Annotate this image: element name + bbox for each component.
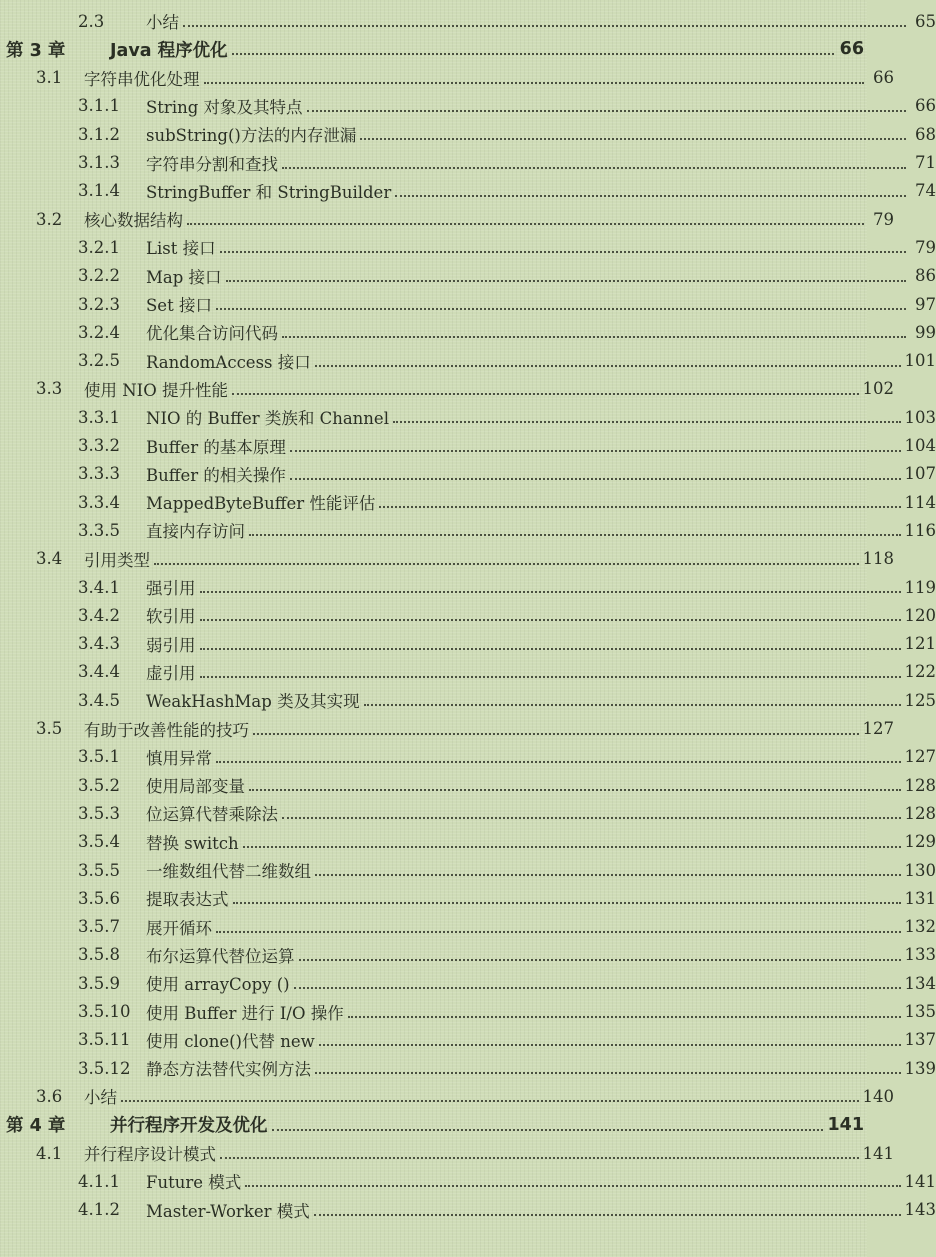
toc-entry-title: Map 接口 xyxy=(146,267,222,287)
toc-entry-number: 3.2.2 xyxy=(78,266,120,286)
toc-entry-title: 并行程序开发及优化 xyxy=(110,1116,268,1137)
toc-entry xyxy=(0,348,936,374)
toc-entry xyxy=(0,1197,936,1223)
toc-entry xyxy=(0,829,936,855)
toc-entry-page: 131 xyxy=(904,888,936,908)
toc-entry xyxy=(0,1027,936,1053)
toc-entry-number: 3.4.5 xyxy=(78,690,120,710)
toc-entry xyxy=(0,744,936,770)
toc-entry xyxy=(0,546,894,572)
toc-entry-page: 79 xyxy=(915,237,936,257)
toc-entry-number: 4.1.2 xyxy=(78,1200,120,1220)
dot-leader xyxy=(232,393,859,395)
toc-entry-title: Future 模式 xyxy=(146,1173,242,1193)
toc-entry xyxy=(0,857,936,883)
toc-entry-page: 143 xyxy=(904,1200,936,1220)
toc-entry-title: NIO 的 Buffer 类族和 Channel xyxy=(146,409,389,429)
dot-leader xyxy=(200,619,901,621)
toc-entry-page: 122 xyxy=(904,662,936,682)
toc-entry-page: 141 xyxy=(827,1114,864,1135)
toc-entry-page: 104 xyxy=(904,436,936,455)
toc-entry-number: 3.3.4 xyxy=(78,492,120,512)
toc-entry-page: 137 xyxy=(904,1030,936,1050)
toc-entry-page: 79 xyxy=(873,209,894,229)
toc-entry xyxy=(0,687,936,713)
toc-entry-title: 静态方法替代实例方法 xyxy=(146,1060,311,1080)
toc-entry-page: 127 xyxy=(862,719,894,738)
toc-entry-page: 118 xyxy=(862,549,894,569)
dot-leader xyxy=(253,733,859,735)
toc-entry-title: 字符串分割和查找 xyxy=(146,154,278,174)
toc-entry-number: 3.3.3 xyxy=(78,464,120,484)
toc-entry xyxy=(0,1168,936,1194)
toc-entry-number: 3.5.12 xyxy=(78,1058,131,1078)
dot-leader xyxy=(220,251,906,253)
toc-entry-title: 提取表达式 xyxy=(146,890,229,910)
dot-leader xyxy=(154,563,859,565)
toc-entry xyxy=(0,1140,894,1166)
toc-entry xyxy=(0,800,936,826)
dot-leader xyxy=(319,1044,901,1046)
toc-entry-title: RandomAccess 接口 xyxy=(146,352,311,372)
toc-entry-title: 虚引用 xyxy=(146,663,196,683)
toc-entry-number: 3.1.4 xyxy=(78,181,120,201)
toc-entry-number: 3.3.2 xyxy=(78,436,120,455)
toc-entry-page: 65 xyxy=(915,11,936,31)
dot-leader xyxy=(216,761,901,763)
toc-entry-title: Java 程序优化 xyxy=(110,40,228,61)
toc-entry-title: 位运算代替乘除法 xyxy=(146,805,278,825)
toc-entry-number: 4.1 xyxy=(36,1143,63,1163)
toc-entry xyxy=(0,659,936,685)
toc-entry-number: 3.3.1 xyxy=(78,407,120,427)
toc-entry-number: 3.2 xyxy=(36,209,63,229)
toc-entry-page: 135 xyxy=(904,1002,936,1021)
toc-entry-number: 3.5.4 xyxy=(78,832,120,852)
dot-leader xyxy=(249,534,901,536)
toc-entry-number: 3.5.1 xyxy=(78,747,120,767)
dot-leader xyxy=(245,1185,900,1187)
toc-entry-title: 使用 NIO 提升性能 xyxy=(84,380,228,400)
toc-entry-number: 3.5.7 xyxy=(78,917,120,937)
dot-leader xyxy=(200,591,901,593)
toc-entry xyxy=(0,291,936,317)
toc-entry-title: 有助于改善性能的技巧 xyxy=(84,720,249,740)
toc-entry-page: 130 xyxy=(904,860,936,880)
toc-entry-number: 3.2.1 xyxy=(78,237,120,257)
toc-entry-title: 替换 switch xyxy=(146,833,239,853)
toc-chapter-entry xyxy=(0,36,864,62)
toc-entry-number: 3.4.4 xyxy=(78,662,120,682)
toc-entry-title: 一维数组代替二维数组 xyxy=(146,862,311,881)
toc-entry-number: 3.1.1 xyxy=(78,96,120,116)
toc-entry-title: MappedByteBuffer 性能评估 xyxy=(146,494,376,514)
toc-entry-page: 125 xyxy=(904,690,936,710)
toc-entry-page: 107 xyxy=(904,464,936,484)
toc-entry-page: 127 xyxy=(904,747,936,767)
dot-leader xyxy=(379,506,900,508)
toc-entry-title: 软引用 xyxy=(146,607,196,627)
toc-entry-number: 3.6 xyxy=(36,1086,63,1106)
toc-entry-title: 强引用 xyxy=(146,579,196,598)
toc-entry xyxy=(0,1083,894,1109)
toc-entry xyxy=(0,404,936,430)
toc-entry-title: 弱引用 xyxy=(146,635,196,655)
toc-entry-page: 74 xyxy=(915,181,936,201)
toc-entry-page: 128 xyxy=(904,775,936,795)
toc-entry-page: 141 xyxy=(904,1171,936,1191)
toc-entry-number: 3.5.5 xyxy=(78,860,120,880)
toc-entry-title: Master-Worker 模式 xyxy=(146,1201,310,1221)
toc-entry xyxy=(0,65,894,91)
toc-entry-page: 129 xyxy=(904,832,936,852)
toc-entry-page: 86 xyxy=(915,266,936,286)
toc-entry-number: 3.1.3 xyxy=(78,153,120,172)
toc-entry-title: StringBuffer 和 StringBuilder xyxy=(146,182,392,202)
toc-entry-number: 第 4 章 xyxy=(6,1116,66,1137)
toc-entry-title: 布尔运算代替位运算 xyxy=(146,946,295,966)
toc-entry xyxy=(0,631,936,657)
dot-leader xyxy=(183,25,906,27)
dot-leader xyxy=(315,1072,901,1074)
toc-entry xyxy=(0,234,936,260)
toc-entry-title: 使用局部变量 xyxy=(146,777,245,797)
toc-entry-page: 66 xyxy=(839,39,864,60)
toc-entry-page: 132 xyxy=(904,917,936,937)
toc-entry-title: 直接内存访问 xyxy=(146,522,245,542)
toc-entry-title: Buffer 的相关操作 xyxy=(146,465,286,485)
toc-entry xyxy=(0,263,936,289)
toc-entry-title: WeakHashMap 类及其实现 xyxy=(146,692,360,712)
toc-entry-number: 3.1.2 xyxy=(78,124,120,144)
toc-entry-title: Buffer 的基本原理 xyxy=(146,437,286,457)
toc-entry xyxy=(0,319,936,345)
toc-entry-number: 3.5.8 xyxy=(78,945,120,965)
toc-entry-number: 第 3 章 xyxy=(6,40,66,61)
toc-entry xyxy=(0,716,894,742)
dot-leader xyxy=(243,846,901,848)
toc-entry xyxy=(0,489,936,515)
toc-entry-page: 140 xyxy=(862,1086,894,1106)
dot-leader xyxy=(364,704,901,706)
toc-entry-page: 141 xyxy=(862,1143,894,1163)
toc-entry xyxy=(0,376,894,402)
toc-entry-title: 引用类型 xyxy=(84,550,150,570)
toc-entry xyxy=(0,517,936,543)
dot-leader xyxy=(204,82,865,84)
toc-entry-page: 99 xyxy=(915,322,936,342)
toc-entry-page: 103 xyxy=(904,407,936,427)
toc-entry xyxy=(0,461,936,487)
toc-entry xyxy=(0,914,936,940)
toc-entry xyxy=(0,772,936,798)
toc-entry-number: 3.4.1 xyxy=(78,577,120,597)
toc-entry xyxy=(0,970,936,996)
toc-entry-number: 4.1.1 xyxy=(78,1171,120,1191)
toc-entry xyxy=(0,433,936,459)
toc-entry-number: 2.3 xyxy=(78,11,105,31)
dot-leader xyxy=(393,421,901,423)
dot-leader xyxy=(314,1214,901,1216)
toc-entry-title: 小结 xyxy=(146,13,179,32)
dot-leader xyxy=(315,365,901,367)
toc-entry-page: 116 xyxy=(904,520,936,540)
dot-leader xyxy=(307,110,906,112)
dot-leader xyxy=(290,478,901,480)
dot-leader xyxy=(220,1157,859,1159)
toc-entry-page: 128 xyxy=(904,803,936,823)
toc-entry-title: 并行程序设计模式 xyxy=(84,1145,216,1164)
toc-entry-number: 3.2.5 xyxy=(78,351,120,371)
toc-chapter-entry xyxy=(0,1112,864,1138)
toc-entry xyxy=(0,1055,936,1081)
toc-entry-number: 3.5 xyxy=(36,719,63,738)
toc-entry-title: 使用 Buffer 进行 I/O 操作 xyxy=(146,1003,344,1023)
toc-entry-number: 3.2.3 xyxy=(78,294,120,314)
toc-entry-title: 优化集合访问代码 xyxy=(146,324,278,344)
dot-leader xyxy=(360,138,906,140)
toc-entry xyxy=(0,206,894,232)
dot-leader xyxy=(200,676,901,678)
dot-leader xyxy=(226,280,906,282)
toc-entry-page: 119 xyxy=(904,577,936,597)
toc-entry-title: String 对象及其特点 xyxy=(146,97,303,117)
dot-leader xyxy=(348,1016,901,1018)
toc-entry-number: 3.5.6 xyxy=(78,888,120,908)
toc-entry-number: 3.4.2 xyxy=(78,605,120,625)
dot-leader xyxy=(282,817,901,819)
dot-leader xyxy=(232,53,834,55)
toc-entry-number: 3.5.10 xyxy=(78,1002,131,1021)
dot-leader xyxy=(200,648,901,650)
toc-entry-page: 71 xyxy=(915,153,936,172)
toc-entry-page: 66 xyxy=(873,68,894,88)
toc-entry xyxy=(0,150,936,176)
dot-leader xyxy=(272,1129,824,1131)
toc-entry-page: 97 xyxy=(915,294,936,314)
dot-leader xyxy=(282,336,906,338)
toc-entry xyxy=(0,574,936,600)
toc-entry-page: 120 xyxy=(904,605,936,625)
toc-entry xyxy=(0,999,936,1025)
dot-leader xyxy=(249,789,901,791)
toc-entry-title: 使用 arrayCopy () xyxy=(146,975,290,995)
toc-entry-number: 3.4.3 xyxy=(78,634,120,654)
toc-entry-number: 3.3.5 xyxy=(78,520,120,540)
toc-entry-title: 使用 clone()代替 new xyxy=(146,1031,315,1051)
toc-entry xyxy=(0,121,936,147)
toc-entry-page: 139 xyxy=(904,1058,936,1078)
toc-entry-title: 小结 xyxy=(84,1088,117,1108)
toc-entry-page: 114 xyxy=(904,492,936,512)
dot-leader xyxy=(299,959,901,961)
dot-leader xyxy=(233,902,901,904)
toc-entry xyxy=(0,942,936,968)
toc-entry-page: 102 xyxy=(862,379,894,399)
toc-entry-page: 66 xyxy=(915,96,936,116)
toc-entry-number: 3.5.9 xyxy=(78,973,120,993)
dot-leader xyxy=(294,987,901,989)
toc-entry-title: 核心数据结构 xyxy=(84,211,183,231)
toc-entry xyxy=(0,93,936,119)
toc-entry-page: 101 xyxy=(904,351,936,371)
toc-entry-page: 68 xyxy=(915,124,936,144)
dot-leader xyxy=(282,167,906,169)
toc-entry-number: 3.3 xyxy=(36,379,63,399)
toc-entry-title: 字符串优化处理 xyxy=(84,69,200,89)
toc-entry xyxy=(0,602,936,628)
dot-leader xyxy=(187,223,864,225)
dot-leader xyxy=(216,931,901,933)
toc-entry-number: 3.4 xyxy=(36,549,63,569)
toc-entry xyxy=(0,178,936,204)
toc-entry-title: List 接口 xyxy=(146,239,216,259)
dot-leader xyxy=(315,874,901,876)
dot-leader xyxy=(290,450,901,452)
toc-entry-title: Set 接口 xyxy=(146,296,212,315)
toc-entry-title: 展开循环 xyxy=(146,918,212,938)
toc-entry-number: 3.2.4 xyxy=(78,322,120,342)
toc-entry-page: 133 xyxy=(904,945,936,965)
toc-entry-number: 3.5.2 xyxy=(78,775,120,795)
toc-entry-number: 3.1 xyxy=(36,68,63,88)
toc-entry-title: subString()方法的内存泄漏 xyxy=(146,126,357,146)
toc-entry-number: 3.5.3 xyxy=(78,803,120,823)
toc-entry-number: 3.5.11 xyxy=(78,1030,131,1050)
toc-entry xyxy=(0,885,936,911)
toc-entry xyxy=(0,8,936,34)
toc-entry-title: 慎用异常 xyxy=(146,748,212,768)
dot-leader xyxy=(395,195,906,197)
dot-leader xyxy=(121,1100,859,1102)
dot-leader xyxy=(216,308,906,310)
toc-entry-page: 121 xyxy=(904,634,936,654)
toc-entry-page: 134 xyxy=(904,973,936,993)
